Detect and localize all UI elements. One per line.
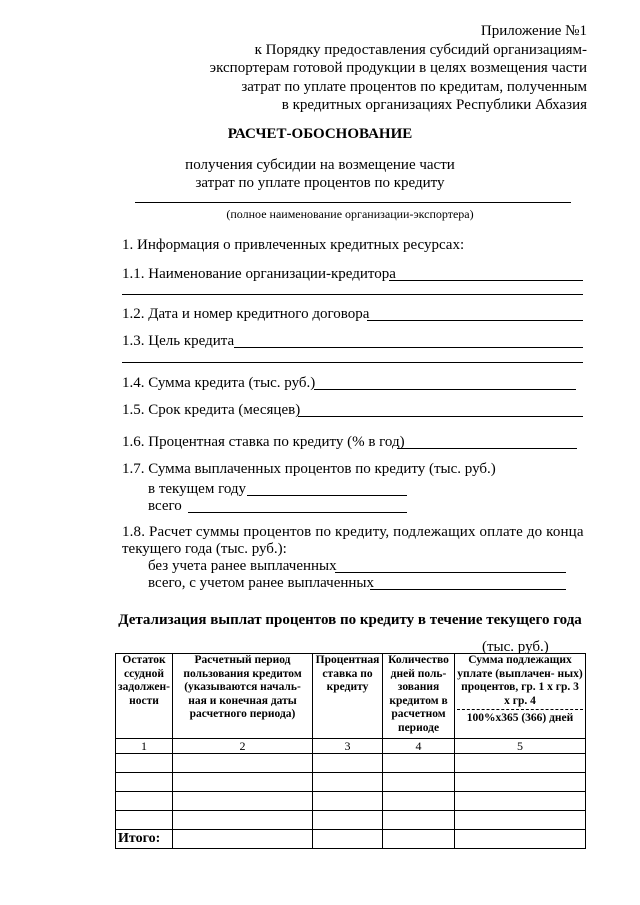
credit-purpose-field-continued[interactable] <box>122 362 583 363</box>
item-1-1-label: 1.1. Наименование организации-кредитора <box>122 266 396 282</box>
table-header-row <box>116 654 586 739</box>
col-header-days-count: Количество дней поль- зования кредитом в расчетном периоде <box>383 654 455 739</box>
column-number: 1 <box>116 739 173 754</box>
appendix-line-4: в кредитных организациях Республики Абхазия <box>281 97 587 113</box>
table-cell[interactable] <box>313 792 383 811</box>
org-name-field[interactable] <box>135 202 571 203</box>
table-row <box>116 754 586 773</box>
total-sum-cell[interactable] <box>455 830 586 849</box>
table-cell[interactable] <box>173 773 313 792</box>
col-header-interest-sum-denominator: 100%x365 (366) дней <box>466 712 574 724</box>
item-1-6-label: 1.6. Процентная ставка по кредиту (% в год) <box>122 434 405 450</box>
column-number: 2 <box>173 739 313 754</box>
interest-with-paid-field[interactable] <box>370 589 566 590</box>
table-cell[interactable] <box>116 754 173 773</box>
detail-unit: (тыс. руб.) <box>482 639 549 655</box>
column-number: 4 <box>383 739 455 754</box>
table-cell[interactable] <box>116 773 173 792</box>
interest-rate-field[interactable] <box>397 448 577 449</box>
section-1-heading: 1. Информация о привлеченных кредитных ресурсах: <box>122 237 465 253</box>
item-1-7-total-label: всего <box>148 498 182 514</box>
item-1-7-current-label: в текущем году <box>148 481 247 497</box>
table-cell[interactable] <box>455 773 586 792</box>
contract-date-number-field[interactable] <box>367 320 583 321</box>
table-cell[interactable] <box>313 773 383 792</box>
item-1-8-without-label: без учета ранее выплаченных <box>148 558 337 574</box>
appendix-header <box>210 22 587 115</box>
item-1-7-label: 1.7. Сумма выплаченных процентов по кредиту (тыс. руб.) <box>122 461 496 477</box>
column-number: 5 <box>455 739 586 754</box>
table-cell[interactable] <box>383 754 455 773</box>
col-header-calc-period: Расчетный период пользования кредитом (указываются началь- ная и конечная даты расчетного периода) <box>173 654 313 739</box>
table-cell[interactable] <box>455 811 586 830</box>
paid-interest-total-field[interactable] <box>188 512 407 513</box>
document-subtitle <box>0 156 640 192</box>
item-1-3-label: 1.3. Цель кредита <box>122 333 235 349</box>
appendix-line-3: затрат по уплате процентов по кредитам, полученным <box>241 78 587 95</box>
appendix-number: Приложение №1 <box>480 23 587 39</box>
table-cell[interactable] <box>173 811 313 830</box>
interest-without-paid-field[interactable] <box>335 572 566 573</box>
creditor-name-field-continued[interactable] <box>122 294 583 295</box>
column-number-row <box>116 739 586 754</box>
credit-purpose-field[interactable] <box>234 347 583 348</box>
table-cell[interactable] <box>455 754 586 773</box>
table-cell[interactable] <box>173 754 313 773</box>
table-cell[interactable] <box>383 811 455 830</box>
item-1-4-label: 1.4. Сумма кредита (тыс. руб.) <box>122 375 316 391</box>
interest-detail-table <box>115 653 586 849</box>
item-1-8-label: 1.8. Расчет суммы процентов по кредиту, подлежащих оплате до конца <box>122 524 584 540</box>
table-row <box>116 792 586 811</box>
table-row <box>116 811 586 830</box>
table-cell[interactable] <box>313 830 383 849</box>
table-cell[interactable] <box>383 830 455 849</box>
table-cell[interactable] <box>313 754 383 773</box>
creditor-name-field[interactable] <box>389 280 583 281</box>
appendix-line-1: к Порядку предоставления субсидий организациям- <box>254 41 587 58</box>
item-1-8-with-label: всего, с учетом ранее выплаченных <box>148 575 375 591</box>
item-1-8-label-continued: текущего года (тыс. руб.): <box>122 541 287 557</box>
table-cell[interactable] <box>173 830 313 849</box>
credit-term-field[interactable] <box>298 416 583 417</box>
org-name-caption: (полное наименование организации-экспортера) <box>226 207 474 221</box>
column-number: 3 <box>313 739 383 754</box>
item-1-5-label: 1.5. Срок кредита (месяцев) <box>122 402 301 418</box>
total-label: Итого: <box>116 830 173 849</box>
formula-divider <box>457 709 583 710</box>
appendix-line-2: экспортерам готовой продукции в целях возмещения части <box>209 60 587 76</box>
subtitle-line-1: получения субсидии на возмещение части <box>185 157 455 173</box>
table-cell[interactable] <box>116 811 173 830</box>
item-1-2-label: 1.2. Дата и номер кредитного договора <box>122 306 370 322</box>
paid-interest-current-year-field[interactable] <box>247 495 407 496</box>
table-cell[interactable] <box>173 792 313 811</box>
table-cell[interactable] <box>383 773 455 792</box>
col-header-interest-rate: Процентная ставка по кредиту <box>313 654 383 739</box>
table-row <box>116 773 586 792</box>
col-header-debt-balance: Остаток ссудной задолжен- ности <box>116 654 173 739</box>
detail-title: Детализация выплат процентов по кредиту в течение текущего года <box>118 612 582 628</box>
credit-amount-field[interactable] <box>314 389 576 390</box>
table-cell[interactable] <box>116 792 173 811</box>
col-header-interest-sum-formula: Сумма подлежащих уплате (выплачен- ных) процентов, гр. 1 x гр. 3 x гр. 4 <box>457 654 583 707</box>
table-cell[interactable] <box>383 792 455 811</box>
document-title: РАСЧЕТ-ОБОСНОВАНИЕ <box>227 126 413 142</box>
table-cell[interactable] <box>455 792 586 811</box>
table-cell[interactable] <box>313 811 383 830</box>
subtitle-line-2: затрат по уплате процентов по кредиту <box>195 175 445 191</box>
total-row <box>116 830 586 849</box>
col-header-interest-sum <box>455 654 586 739</box>
